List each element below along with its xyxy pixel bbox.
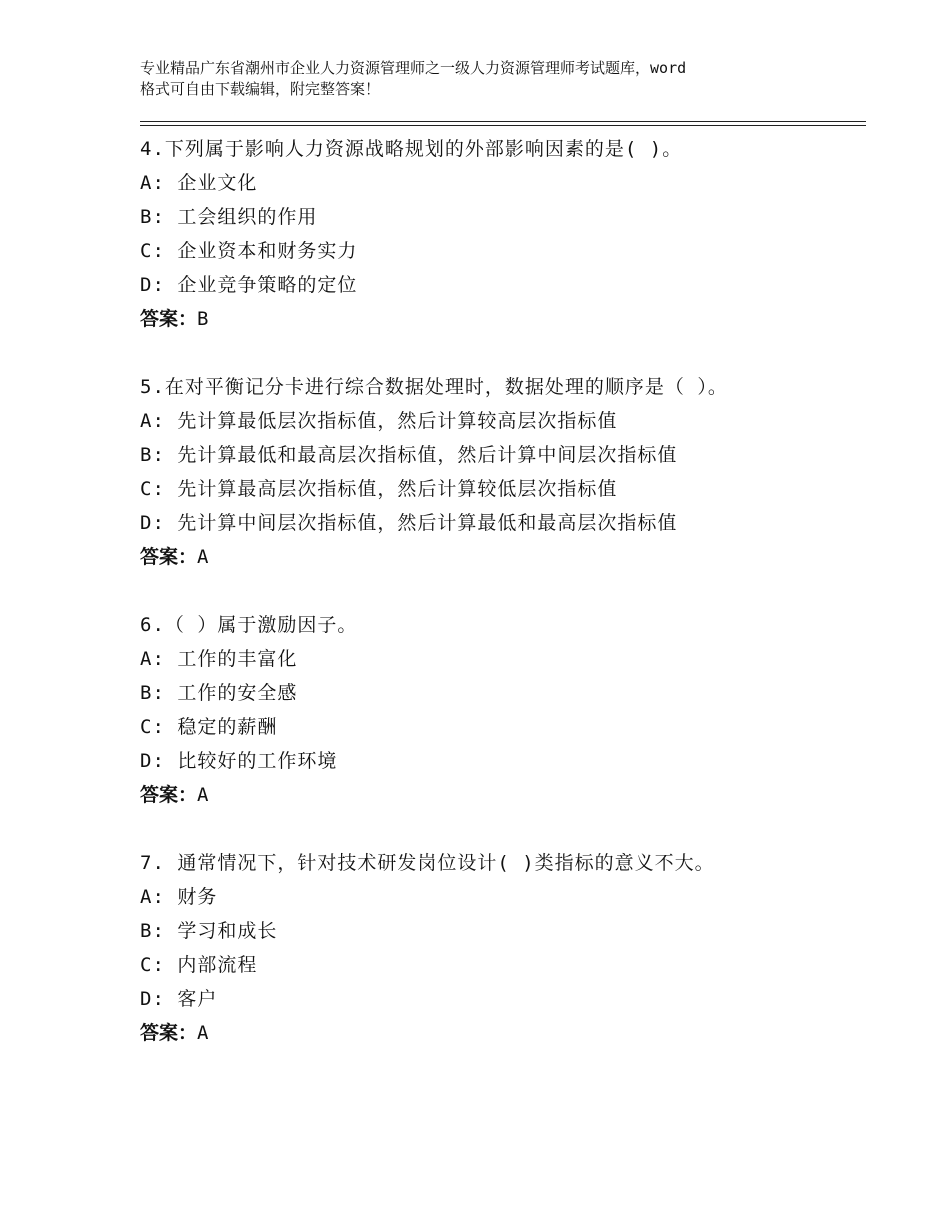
- answer-value: A: [197, 784, 209, 806]
- option-d: D: 企业竞争策略的定位: [140, 274, 358, 296]
- option-d: D: 比较好的工作环境: [140, 750, 338, 772]
- answer-value: A: [197, 546, 209, 568]
- question-7: [140, 846, 866, 1050]
- option-d: D: 客户: [140, 988, 218, 1010]
- option-b: B: 工会组织的作用: [140, 206, 318, 228]
- answer-value: A: [197, 1022, 209, 1044]
- question-4: [140, 132, 866, 336]
- option-b: B: 先计算最低和最高层次指标值，然后计算中间层次指标值: [140, 444, 678, 466]
- question-list: [140, 132, 866, 1084]
- answer-label: 答案：: [140, 1022, 198, 1044]
- answer-label: 答案：: [140, 784, 198, 806]
- header-divider-top: [140, 121, 866, 122]
- header-line-2: 格式可自由下载编辑，附完整答案！: [140, 80, 381, 98]
- option-b: B: 工作的安全感: [140, 682, 298, 704]
- option-c: C: 先计算最高层次指标值，然后计算较低层次指标值: [140, 478, 618, 500]
- option-c: C: 稳定的薪酬: [140, 716, 278, 738]
- answer-label: 答案：: [140, 546, 198, 568]
- question-stem: 7. 通常情况下，针对技术研发岗位设计( )类指标的意义不大。: [140, 852, 715, 874]
- answer-line: [140, 540, 866, 574]
- header-line-1: 专业精品广东省潮州市企业人力资源管理师之一级人力资源管理师考试题库，word: [140, 59, 687, 77]
- option-a: A: 财务: [140, 886, 218, 908]
- question-6: [140, 608, 866, 812]
- option-d: D: 先计算中间层次指标值，然后计算最低和最高层次指标值: [140, 512, 678, 534]
- answer-label: 答案：: [140, 308, 198, 330]
- option-a: A: 工作的丰富化: [140, 648, 298, 670]
- question-5: [140, 370, 866, 574]
- option-a: A: 企业文化: [140, 172, 258, 194]
- option-c: C: 企业资本和财务实力: [140, 240, 358, 262]
- option-b: B: 学习和成长: [140, 920, 278, 942]
- header-divider-bottom: [140, 125, 866, 126]
- document-header: [140, 58, 840, 100]
- option-a: A: 先计算最低层次指标值，然后计算较高层次指标值: [140, 410, 618, 432]
- question-stem: 5.在对平衡记分卡进行综合数据处理时，数据处理的顺序是（ ）。: [140, 376, 728, 398]
- answer-value: B: [197, 308, 209, 330]
- answer-line: [140, 302, 866, 336]
- question-stem: 6.（ ）属于激励因子。: [140, 614, 358, 636]
- answer-line: [140, 1016, 866, 1050]
- option-c: C: 内部流程: [140, 954, 258, 976]
- question-stem: 4.下列属于影响人力资源战略规划的外部影响因素的是( )。: [140, 138, 683, 160]
- answer-line: [140, 778, 866, 812]
